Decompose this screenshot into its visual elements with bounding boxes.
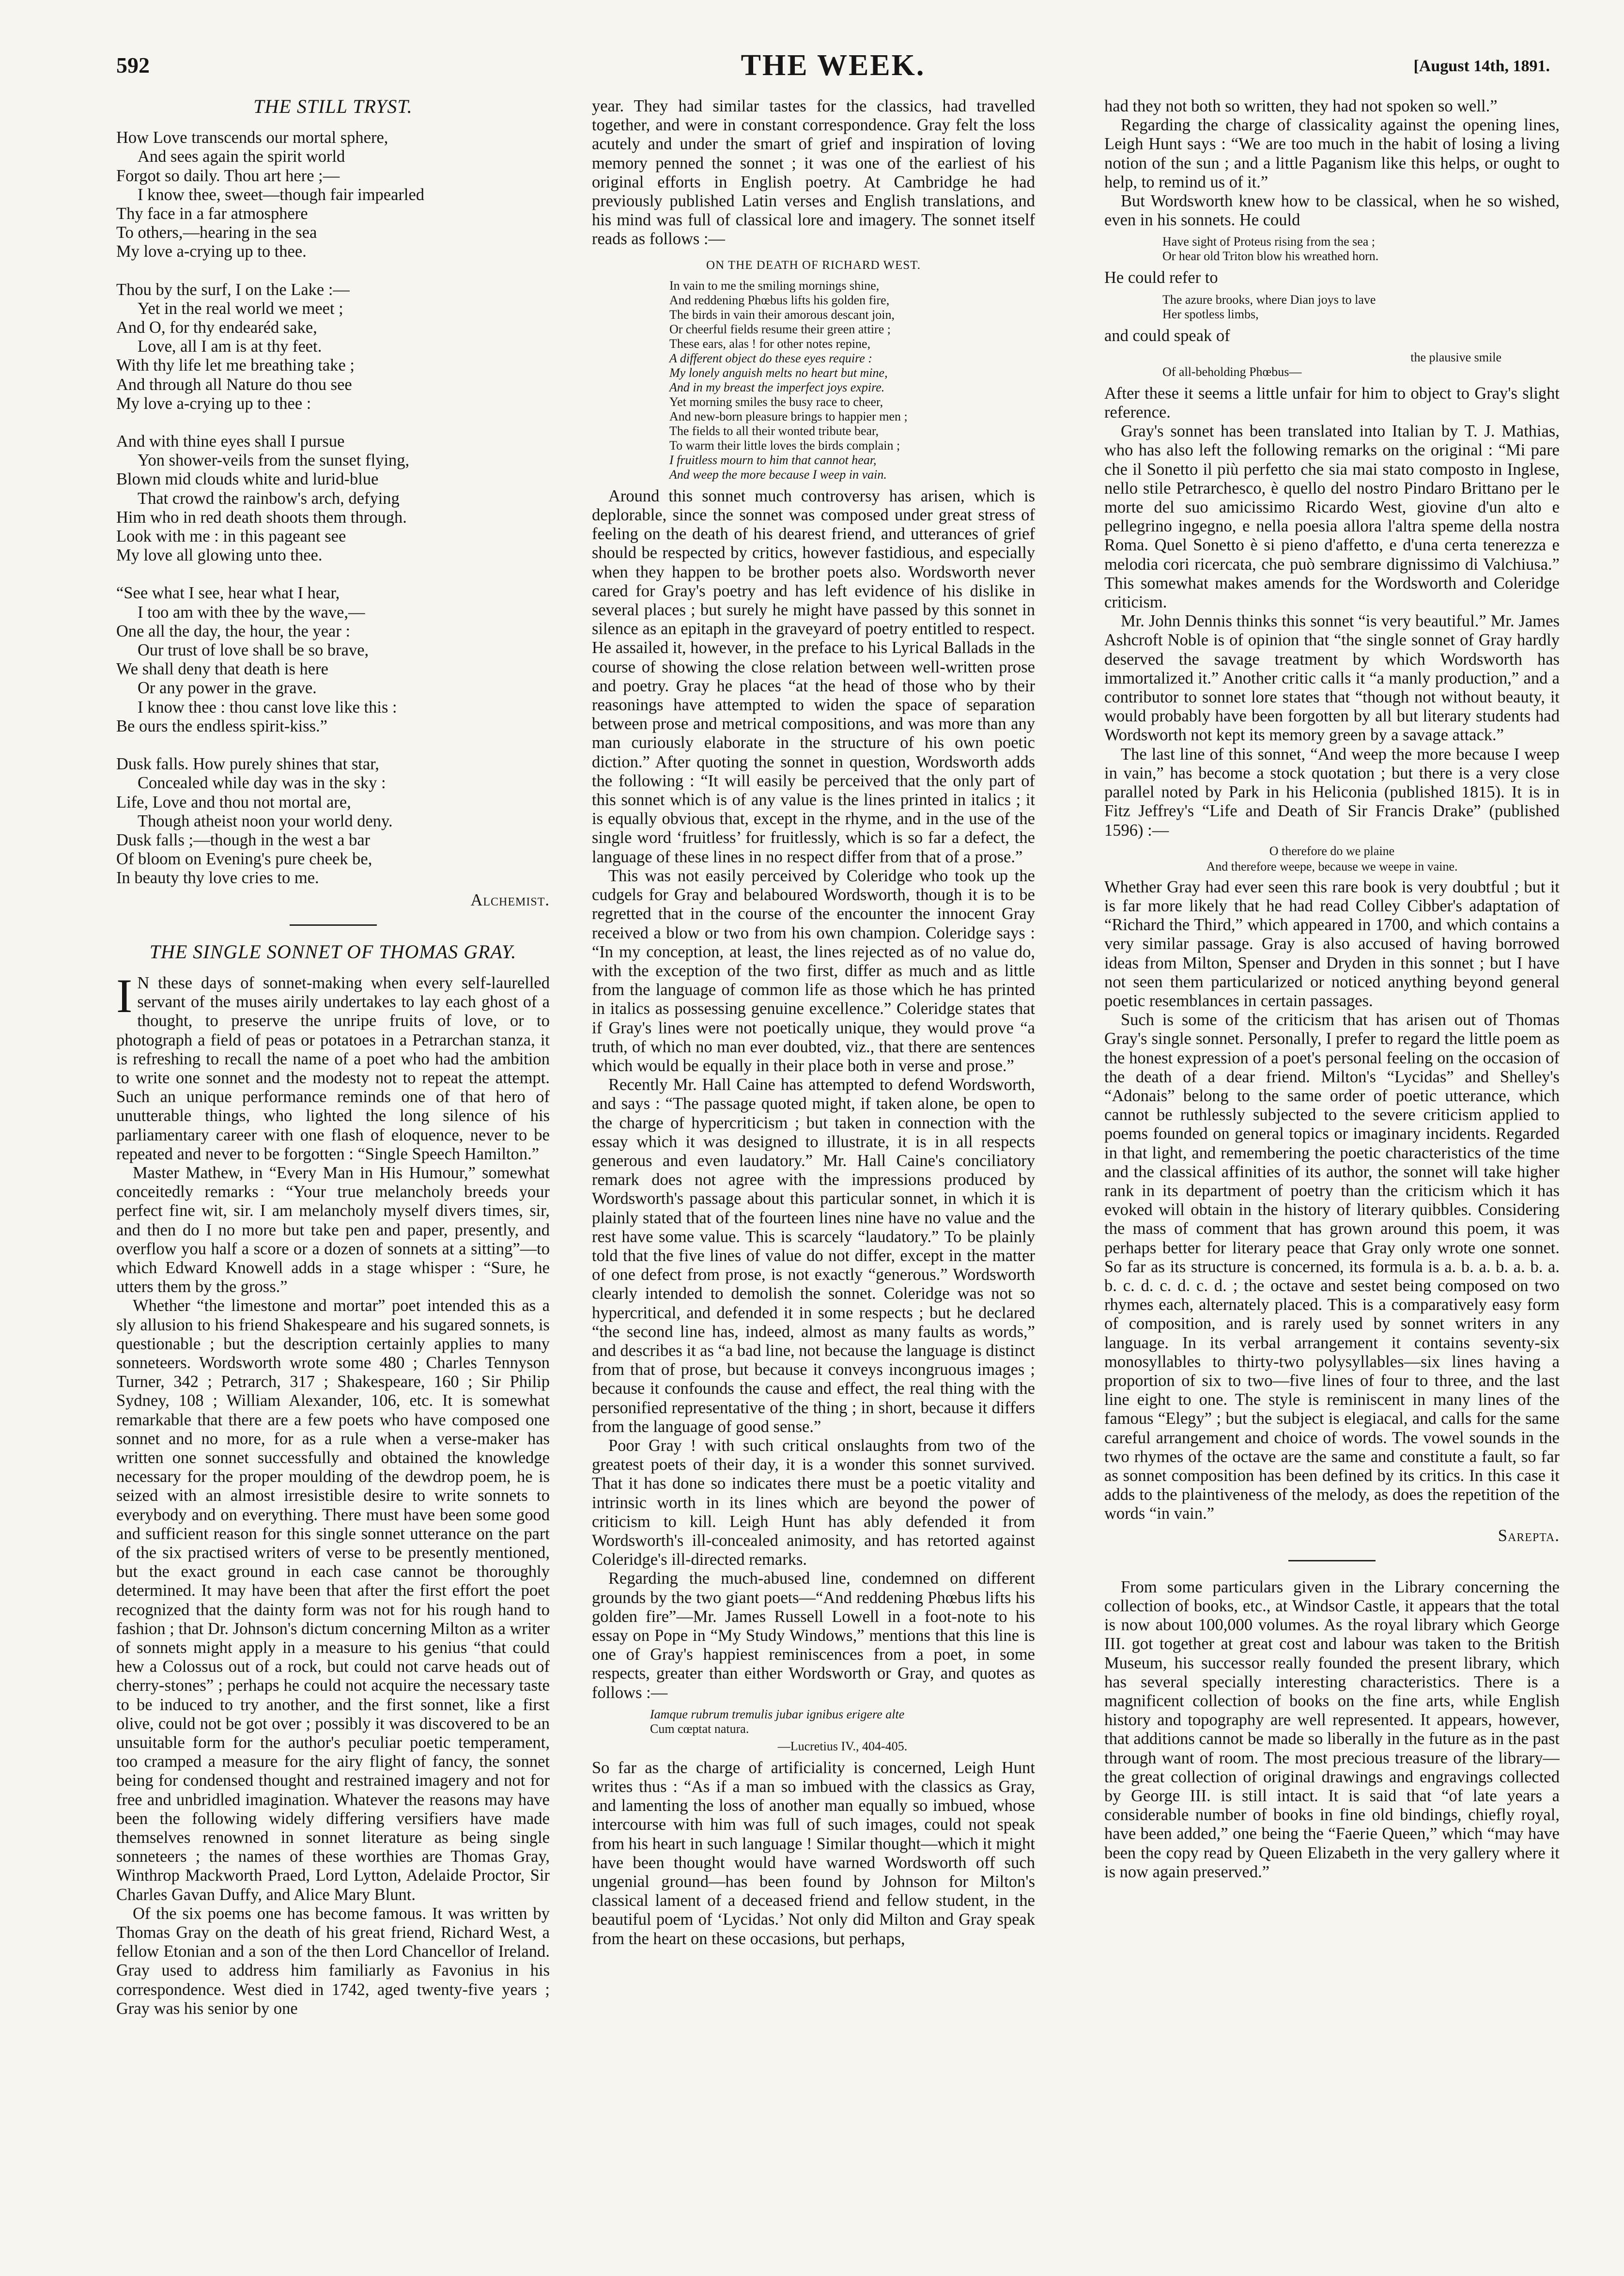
sonnet-line: And weep the more because I weep in vain. (669, 467, 887, 482)
article-paragraph: I N these days of sonnet-making when every self-laurelled servant of the muses airily undertakes to lay each ghost of a thought, to preserve the unripe fruits of love, or to photograph a field of peas or potatoes in a Petrarchan stanza, it is refreshing to recall the name of a poet who had the ambition to write one sonnet and the modesty not to repeat the attempt. Such an unique performance reminds one of that hero of unutterable things, who lighted the long silence of his parliamentary career with one flash of eloquence, never to be repeated and never to be forgotten : “Single Speech Hamilton.” (116, 968, 550, 1163)
poem-line: I know thee : thou canst love like this : (138, 698, 397, 717)
poem-line: I too am with thee by the wave,— (138, 603, 365, 622)
article-title: THE SINGLE SONNET OF THOMAS GRAY. (149, 940, 517, 963)
poem-line: Love, all I am is at thy feet. (138, 337, 322, 356)
poem-signature: Alchemist. (470, 890, 550, 909)
column-2 (592, 97, 1035, 2238)
sonnet-line: And new-born pleasure brings to happier men ; (669, 409, 908, 423)
poem-line: “See what I see, hear what I hear, (116, 584, 340, 603)
article-paragraph: Recently Mr. Hall Caine has attempted to defend Wordsworth, and says : “The passage quoted might, if taken alone, be open to the charge of hypercriticism ; but taken in connection with the essay which it was designed to illustrate, it is in all respects generous and even laudatory.” Mr. Hall Caine's conciliatory remark does not agree with the impressions produced by Wordsworth's passage about this particular sonnet, in which it is plainly stated that of the fourteen lines nine have no value and the rest have some value. This is scarcely “laudatory.” To be plainly told that the five lines of value do not differ, except in the matter of one defect from prose, is not exactly “generous.” Wordsworth clearly intended to demolish the sonnet. Coleridge was not so hypercritical, and defended it in some respects ; but he declared “the second line has, indeed, almost as many faults as words,” and describes it as “a bad line, not because the language is distinct from that of prose, but because it conveys incongruous images ; because it confounds the cause and effect, the real thing with the personified representative of the thing ; in short, because it differs from the language of good sense.” (592, 1076, 1035, 1436)
quote-line: the plausive smile (1410, 350, 1501, 364)
quote-line: Iamque rubrum tremulis jubar ignibus erigere alte (650, 1707, 905, 1721)
article-paragraph: This was not easily perceived by Coleridge who took up the cudgels for Gray and belaboured Wordsworth, though it is to be regretted that in the course of the encounter the innocent Gray received a blow or two from his own champion. Coleridge says : “In my conception, at least, the lines rejected as of no value do, with the exception of the two first, differ as much and as little from the language of common life as those which he has printed in italics as possessing genuine excellence.” Coleridge states that if Gray's lines were not poetically unique, they would prove “a truth, of which no man ever doubted, viz., that there are sentences which would be equally in their place both in verse and prose.” (592, 866, 1035, 1075)
quote-line: And therefore weepe, because we weepe in vaine. (1206, 859, 1458, 873)
poem-line: Thy face in a far atmosphere (116, 204, 308, 223)
poem-line: Blown mid clouds white and lurid-blue (116, 470, 379, 489)
quote-line: Or hear old Triton blow his wreathed horn. (1162, 249, 1379, 264)
article-paragraph: Regarding the much-abused line, condemned on different grounds by the two giant poets—“And reddening Phœbus lifts his golden fire”—Mr. James Russell Lowell in a foot-note to his essay on Pope in “My Study Windows,” mentions that this line is one of Gray's happiest reminiscences from a poet, in some respects, greater than either Wordsworth or Gray, and quotes as follows :— (592, 1569, 1035, 1702)
article-signature: Sarepta. (1498, 1526, 1560, 1545)
poem-line: And O, for thy endearéd sake, (116, 318, 317, 337)
poem-line: One all the day, the hour, the year : (116, 622, 351, 640)
poem-line: Yet in the real world we meet ; (138, 299, 343, 318)
poem-line: Yon shower-veils from the sunset flying, (138, 451, 410, 470)
article-paragraph: Whether Gray had ever seen this rare book is very doubtful ; but it is far more likely that he had read Colley Cibber's adaptation of “Richard the Third,” which appeared in 1700, and which contains a very similar passage. Gray is also accused of having borrowed ideas from Milton, Spenser and Dryden in this sonnet ; but I have not seen them particularized or noticed anything beyond general poetic resemblances in certain passages. (1104, 877, 1560, 1010)
poem-line: Him who in red death shoots them through. (116, 508, 407, 527)
article-paragraph: Whether “the limestone and mortar” poet intended this as a sly allusion to his friend Shakespeare and his sugared sonnets, is questionable ; but the description certainly applies to many sonneteers. Wordsworth wrote some 480 ; Charles Tennyson Turner, 342 ; Petrarch, 317 ; Shakespeare, 160 ; Sir Philip Sydney, 108 ; William Alexander, 106, etc. It is somewhat remarkable that there are a few poets who have composed one sonnet and no more, for as a rule when a verse-maker has written one sonnet successfully and obtained the knowledge necessary for the proper moulding of the dewdrop poem, he is seized with an almost irresistible desire to write sonnets to everybody and on everything. There must have been some good and sufficient reason for this single sonnet utterance on the part of the six practised writers of verse to be presently mentioned, but the exact ground in each case cannot be thoroughly determined. It may have been that after the first effort the poet recognized that the dainty form was not for his rough hand to fashion ; that Dr. Johnson's dictum concerning Milton as a writer of sonnets might apply in a measure to his genius “that could hew a Colossus out of a rock, but could not carve heads out of cherry-stones” ; perhaps he could not acquire the necessary taste to be induced to try another, and the first sonnet, like a first olive, could not be got over ; possibly it was discovered to be an unsuitable form for the author's peculiar poetic temperament, too cramped a measure for the airy flight of fancy, the sonnet being for condensed thought and restrained imagery and not for free and unbridled imagination. Whatever the reasons may have been the following widely differing versifiers have made themselves renowned in sonnet literature as being single sonneteers ; the names of these worthies are Thomas Gray, Winthrop Mackworth Praed, Lord Lytton, Adelaide Proctor, Sir Charles Gavan Duffy, and Alice Mary Blunt. (116, 1296, 550, 1904)
poem-line: Though atheist noon your world deny. (138, 811, 393, 830)
publication-title: THE WEEK. (741, 49, 926, 82)
article-paragraph: year. They had similar tastes for the classics, had travelled together, and were in constant correspondence. Gray felt the loss acutely and under the smart of grief and inspiration of loving memory penned the sonnet ; it was one of the earliest of his original efforts in English poetry. At Cambridge he had previously published Latin verses and English translations, and his mind was full of classical lore and imagery. The sonnet itself reads as follows :— (592, 97, 1035, 249)
article-paragraph: Gray's sonnet has been translated into Italian by T. J. Mathias, who has also left the following remarks on the original : “Mi pare che il Sonetto il più perfetto che sia mai stato composto in Inglese, nello stile Petrarchesco, è quello del nostro Pindaro Brittano per le morte del suo amicissimo Ricardo West, giovine d'un alto e pellegrino ingegno, e nella poesia allora l'altra speme della nostra Roma. Quel Sonetto è si pieno d'affetto, e d'una certa tenerezza e melodia cori ricercata, che può sembrare dignissimo di Valchiusa.” This somewhat makes amends for the Wordsworth and Coleridge criticism. (1104, 422, 1560, 612)
latin-quote (650, 1707, 1035, 1754)
lead-in-text: He could refer to (1104, 268, 1218, 287)
poem-stanza (116, 128, 550, 261)
sonnet-line: And reddening Phœbus lifts his golden fire, (669, 293, 890, 307)
poem-stanza (116, 584, 550, 736)
section-divider (290, 924, 377, 926)
poem-line: We shall deny that death is here (116, 660, 328, 679)
quote-line: Have sight of Proteus rising from the sea ; (1162, 234, 1376, 249)
sonnet-line: I fruitless mourn to him that cannot hear, (669, 452, 877, 467)
library-note-paragraph: From some particulars given in the Library concerning the collection of books, etc., at Windsor Castle, it appears that the total is now about 100,000 volumes. As the royal library which George III. got together at great cost and labour was taken to the British Museum, his successor really founded the present library, which has several specially interesting characteristics. There is a magnificent collection of books on the fine arts, while English history and topography are well represented. It appears, however, that additions cannot be made so liberally in the future as in the past through want of room. The most precious treasure of the library—the great collection of original drawings and engravings collected by George III. is still intact. It is said that “of late years a considerable number of books in fine old bindings, chiefly royal, have been added,” one being the “Faerie Queen,” which “may have been the copy read by Queen Elizabeth in the very gallery where it is now again preserved.” (1104, 1577, 1560, 1881)
poem-stanza (116, 281, 550, 413)
article-paragraph: Of the six poems one has become famous. It was written by Thomas Gray on the death of his great friend, Richard West, a fellow Etonian and a son of the then Lord Chancellor of Ireland. Gray used to address him familiarly as Favonius in his correspondence. West died in 1742, aged twenty-five years ; Gray was his senior by one (116, 1904, 550, 2018)
lead-in-text: and could speak of (1104, 326, 1230, 345)
poem-line: Concealed while day was in the sky : (138, 774, 386, 793)
poem-line: How Love transcends our mortal sphere, (116, 128, 388, 147)
page-number: 592 (116, 53, 150, 78)
poem-line: And through all Nature do thou see (116, 375, 352, 394)
article-paragraph: Around this sonnet much controversy has arisen, which is deplorable, since the sonnet was composed under great stress of feeling on the death of his dearest friend, and utterances of grief should be respected by critics, however fastidious, and especially when they happen to be brother poets also. Wordsworth never cared for Gray's poetry and has left evidence of his dislike in several places ; but surely he might have passed by this sonnet in silence as an epitaph in the graveyard of poetry entitled to respect. He assailed it, however, in the preface to his Lyrical Ballads in the course of showing the close relation between well-written prose and poetry. Gray he places “at the head of those who by their reasonings have attempted to widen the space of separation between prose and metrical compositions, and was more than any man curiously elaborate in the structure of his own poetic diction.” After quoting the sonnet in question, Wordsworth adds the following : “It will easily be perceived that the only part of this sonnet which is of any value is the lines printed in italics ; it is equally obvious that, except in the rhyme, and in the use of the single word ‘fruitless’ for fruitlessly, which is so far a defect, the language of these lines in no respect differ from that of a prose.” (592, 486, 1035, 866)
issue-date: [August 14th, 1891. (1413, 57, 1550, 75)
sonnet-line: The birds in vain their amorous descant join, (669, 307, 895, 322)
article-paragraph: The last line of this sonnet, “And weep the more because I weep in vain,” has become a stock quotation ; but there is a very close parallel noted by Park in his Heliconia (published 1815). It is in Fitz Jeffrey's “Life and Death of Sir Francis Drake” (published 1596) :— (1104, 745, 1560, 840)
section-divider (1288, 1560, 1376, 1561)
poem-line: Of bloom on Evening's pure cheek be, (116, 850, 372, 869)
sonnet-line: These ears, alas ! for other notes repine, (669, 336, 871, 351)
poem-stanza (116, 432, 550, 565)
article-paragraph: After these it seems a little unfair for him to object to Gray's slight reference. (1104, 384, 1560, 422)
sonnet-line: To warm their little loves the birds complain ; (669, 438, 900, 452)
drop-cap: I (116, 968, 133, 1023)
column-3 (1104, 97, 1560, 2238)
quote-line: Cum cœptat natura. (650, 1721, 749, 1736)
poem-line: With thy life let me breathing take ; (116, 356, 355, 375)
article-paragraph: Mr. John Dennis thinks this sonnet “is very beautiful.” Mr. James Ashcroft Noble is of opinion that “the single sonnet of Gray hardly deserved the savage treatment by which Wordsworth has immortalized it.” Another critic calls it “a manly production,” and a contributor to sonnet lore states that “though not without beauty, it would probably have been forgotten by all but literary students had Wordsworth not kept its memory green by a savage attack.” (1104, 612, 1560, 745)
sonnet-line: And in my breast the imperfect joys expire. (669, 380, 885, 394)
column-1 (116, 97, 550, 2238)
sonnet-line: Or cheerful fields resume their green attire ; (669, 322, 891, 336)
masthead (116, 48, 1550, 92)
verse-quote (1162, 350, 1560, 379)
article-paragraph: Master Mathew, in “Every Man in His Humour,” somewhat conceitedly remarks : “Your true melancholy breeds your perfect fine wit, sir. I am melancholy myself divers times, sir, and then do I no more but take pen and paper, presently, and overflow you half a score or a dozen of sonnets at a sitting”—to which Edward Knowell adds in a stage whisper : “Sure, he utters them by the gross.” (116, 1163, 550, 1296)
poem-line: I know thee, sweet—though fair impearled (138, 185, 425, 204)
article-paragraph: So far as the charge of artificiality is concerned, Leigh Hunt writes thus : “As if a man so imbued with the classics as Gray, and lamenting the loss of another man equally so imbued, whose intercourse with him was full of such images, could not speak from his heart in such language ! Similar thought—which it might have been thought would have warned Wordsworth off such ungenial ground—has been found by Johnson for Milton's classical lament of a deceased friend and fellow student, in the beautiful poem of ‘Lycidas.’ Not only did Milton and Gray speak from the heart on these occasions, but perhaps, (592, 1758, 1035, 1948)
sonnet-line: The fields to all their wonted tribute bear, (669, 423, 879, 438)
poem-line: In beauty thy love cries to me. (116, 869, 319, 888)
article-paragraph: But Wordsworth knew how to be classical, when he so wished, even in his sonnets. He could (1104, 192, 1560, 230)
article-paragraph: Regarding the charge of classicality against the opening lines, Leigh Hunt says : “We are too much in the habit of losing a living notion of the sun ; and a little Paganism like this helps, or ought to help, to remind us of it.” (1104, 116, 1560, 191)
quote-line: O therefore do we plaine (1269, 843, 1395, 858)
poem-line: To others,—hearing in the sea (116, 223, 317, 242)
quote-line: Her spotless limbs, (1162, 307, 1259, 321)
article-paragraph: Poor Gray ! with such critical onslaughts from two of the greatest poets of their day, it is a wonder this sonnet survived. That it has done so indicates there must be a poetic vitality and intrinsic worth in its lines which are beyond the power of criticism to kill. Leigh Hunt has ably defended it from Wordsworth's ill-concealed animosity, and has retorted against Coleridge's ill-directed remarks. (592, 1436, 1035, 1569)
poem-line: And sees again the spirit world (138, 147, 345, 166)
quote-line: The azure brooks, where Dian joys to lave (1162, 292, 1376, 307)
article-paragraph: had they not both so written, they had not spoken so well.” (1104, 97, 1498, 115)
poem-body (116, 128, 550, 888)
poem-line: That crowd the rainbow's arch, defying (138, 489, 400, 508)
verse-quote (1162, 234, 1560, 264)
poem-line: My love a-crying up to thee : (116, 394, 311, 413)
poem-stanza (116, 755, 550, 888)
quote-citation: —Lucretius IV., 404-405. (777, 1739, 908, 1753)
sonnet-line: In vain to me the smiling mornings shine, (669, 278, 880, 293)
poem-line: Forgot so daily. Thou art here ;— (116, 166, 340, 185)
poem-line: Be ours the endless spirit-kiss.” (116, 717, 327, 735)
poem-line: And with thine eyes shall I pursue (116, 432, 345, 451)
sonnet-line: A different object do these eyes require : (669, 351, 872, 365)
poem-line: Thou by the surf, I on the Lake :— (116, 280, 350, 299)
poem-line: My love all glowing unto thee. (116, 546, 323, 565)
poem-line: Or any power in the grave. (138, 679, 317, 698)
poem-line: Life, Love and thou not mortal are, (116, 793, 351, 811)
poem-line: Look with me : in this pageant see (116, 527, 346, 546)
poem-line: Dusk falls. How purely shines that star, (116, 755, 379, 774)
poem-line: Our trust of love shall be so brave, (138, 641, 369, 660)
poem-line: Dusk falls ;—though in the west a bar (116, 830, 371, 849)
quote-line: Of all-beholding Phœbus— (1162, 364, 1302, 379)
sonnet-title: ON THE DEATH OF RICHARD WEST. (706, 258, 921, 272)
sonnet-quote (592, 279, 1035, 482)
verse-quote (1162, 293, 1560, 322)
article-paragraph: Such is some of the criticism that has arisen out of Thomas Gray's single sonnet. Personally, I prefer to regard the little poem as the honest expression of a poet's personal feeling on the occasion of the death of a dear friend. Milton's “Lycidas” and Shelley's “Adonais” belong to the same order of poetic utterance, which cannot be ruthlessly subjected to the severe criticism applied to poems founded on general topics or imaginary incidents. Regarded in that light, and remembering the poetic characteristics of the time and the classical affinities of its author, the sonnet will take higher rank in its department of poetry than the criticism which it has evoked will obtain in the history of literary quibbles. Considering the mass of comment that has grown around this poem, it was perhaps better for literary peace that Gray only wrote one sonnet. So far as its structure is concerned, its formula is a. b. a. b. a. b. a. b. c. d. c. d. c. d. ; the octave and sestet being composed on two rhymes each, alternately placed. This is a comparatively easy form of composition, and is rarely used by sonnet writers in any language. In its verbal arrangement it contains seventy-six monosyllables to thirty-two polysyllables—six lines having a proportion of six to two—five lines of four to three, and the last line eight to one. The style is reminiscent in many lines of the famous “Elegy” ; but the subject is elegiacal, and calls for the same careful arrangement and choice of words. The vowel sounds in the two rhymes of the octave are the same and constitute a fault, so far as sonnet composition has been defined by its critics. In this case it adds to the plaintiveness of the melody, as does the repetition of the words “in vain.” (1104, 1011, 1560, 1523)
sonnet-line: My lonely anguish melts no heart but mine, (669, 365, 888, 380)
sonnet-line: Yet morning smiles the busy race to cheer, (669, 394, 883, 409)
poem-title: THE STILL TRYST. (253, 97, 413, 117)
poem-line: My love a-crying up to thee. (116, 242, 307, 261)
